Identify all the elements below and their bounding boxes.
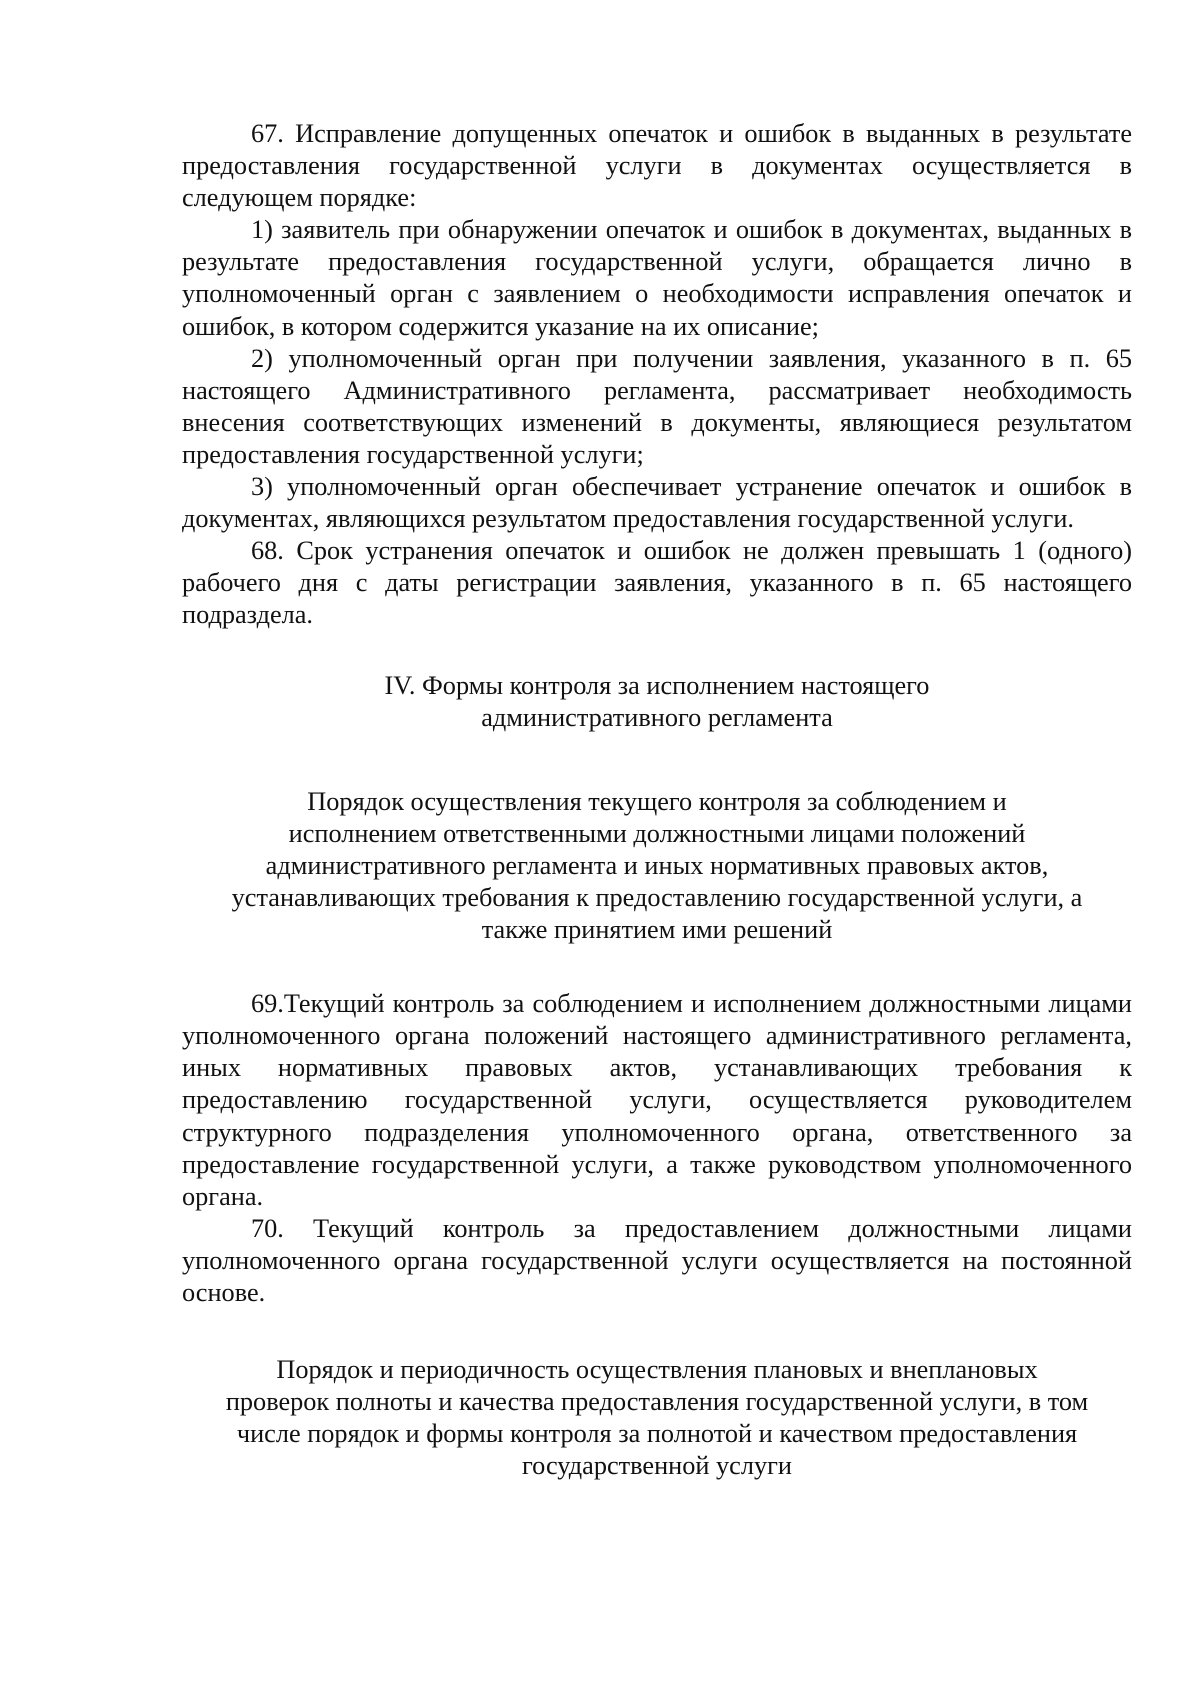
subsection-heading-line-3: административного регламента и иных нормативных правовых актов,: [265, 850, 1049, 880]
subsection-heading-line-4: устанавливающих требования к предоставлению государственной услуги, а: [231, 882, 1083, 912]
section-title-line-2: административного регламента: [481, 702, 833, 732]
subsection-2-heading-line-4: государственной услуги: [522, 1451, 792, 1481]
paragraph-69: 69.Текущий контроль за соблюдением и исполнением должностными лицами уполномоченного органа положений настоящего административного регламента, иных нормативных правовых актов, устанавливающих требования к предоставлению государственной услуги, осуществляется руководителем структурного подразделения уполномоченного органа, ответственного за предоставление государственной услуги, а также руководством уполномоченного органа.: [182, 989, 1132, 1211]
paragraph-70: 70. Текущий контроль за предоставлением должностными лицами уполномоченного органа государственной услуги осуществляется на постоянной основе.: [182, 1213, 1132, 1307]
list-item-3: 3) уполномоченный орган обеспечивает устранение опечаток и ошибок в документах, являющихся результатом предоставления государственной услуги.: [182, 472, 1132, 534]
subsection-2-heading-line-2: проверок полноты и качества предоставления государственной услуги, в том: [225, 1387, 1089, 1417]
subsection-heading-line-5: также принятием ими решений: [481, 915, 833, 945]
list-item-2: 2) уполномоченный орган при получении заявления, указанного в п. 65 настоящего Административного регламента, рассматривает необходимость внесения соответствующих изменений в документы, являющиеся результатом предоставления государственной услуги;: [182, 343, 1132, 469]
subsection-heading-current-control: [182, 786, 1132, 946]
list-item-1: 1) заявитель при обнаружении опечаток и ошибок в документах, выданных в результате предоставления государственной услуги, обращается лично в уполномоченный орган с заявлением о необходимости исправления опечаток и ошибок, в котором содержится указание на их описание;: [182, 215, 1132, 341]
section-title: [182, 670, 1132, 734]
subsection-heading-line-1: Порядок осуществления текущего контроля за соблюдением и: [307, 786, 1007, 816]
paragraph-67: 67. Исправление допущенных опечаток и ошибок в выданных в результате предоставления государственной услуги в документах осуществляется в следующем порядке:: [182, 119, 1132, 213]
subsection-heading-inspections: [182, 1354, 1132, 1482]
paragraph-68: 68. Срок устранения опечаток и ошибок не должен превышать 1 (одного) рабочего дня с даты регистрации заявления, указанного в п. 65 настоящего подраздела.: [182, 536, 1132, 630]
subsection-heading-line-2: исполнением ответственными должностными лицами положений: [288, 818, 1026, 848]
subsection-2-heading-line-1: Порядок и периодичность осуществления плановых и внеплановых: [276, 1355, 1038, 1385]
section-title-line-1: IV. Формы контроля за исполнением настоящего: [384, 670, 930, 700]
subsection-2-heading-line-3: числе порядок и формы контроля за полнотой и качеством предоставления: [236, 1419, 1078, 1449]
document-page: [182, 118, 1132, 1482]
